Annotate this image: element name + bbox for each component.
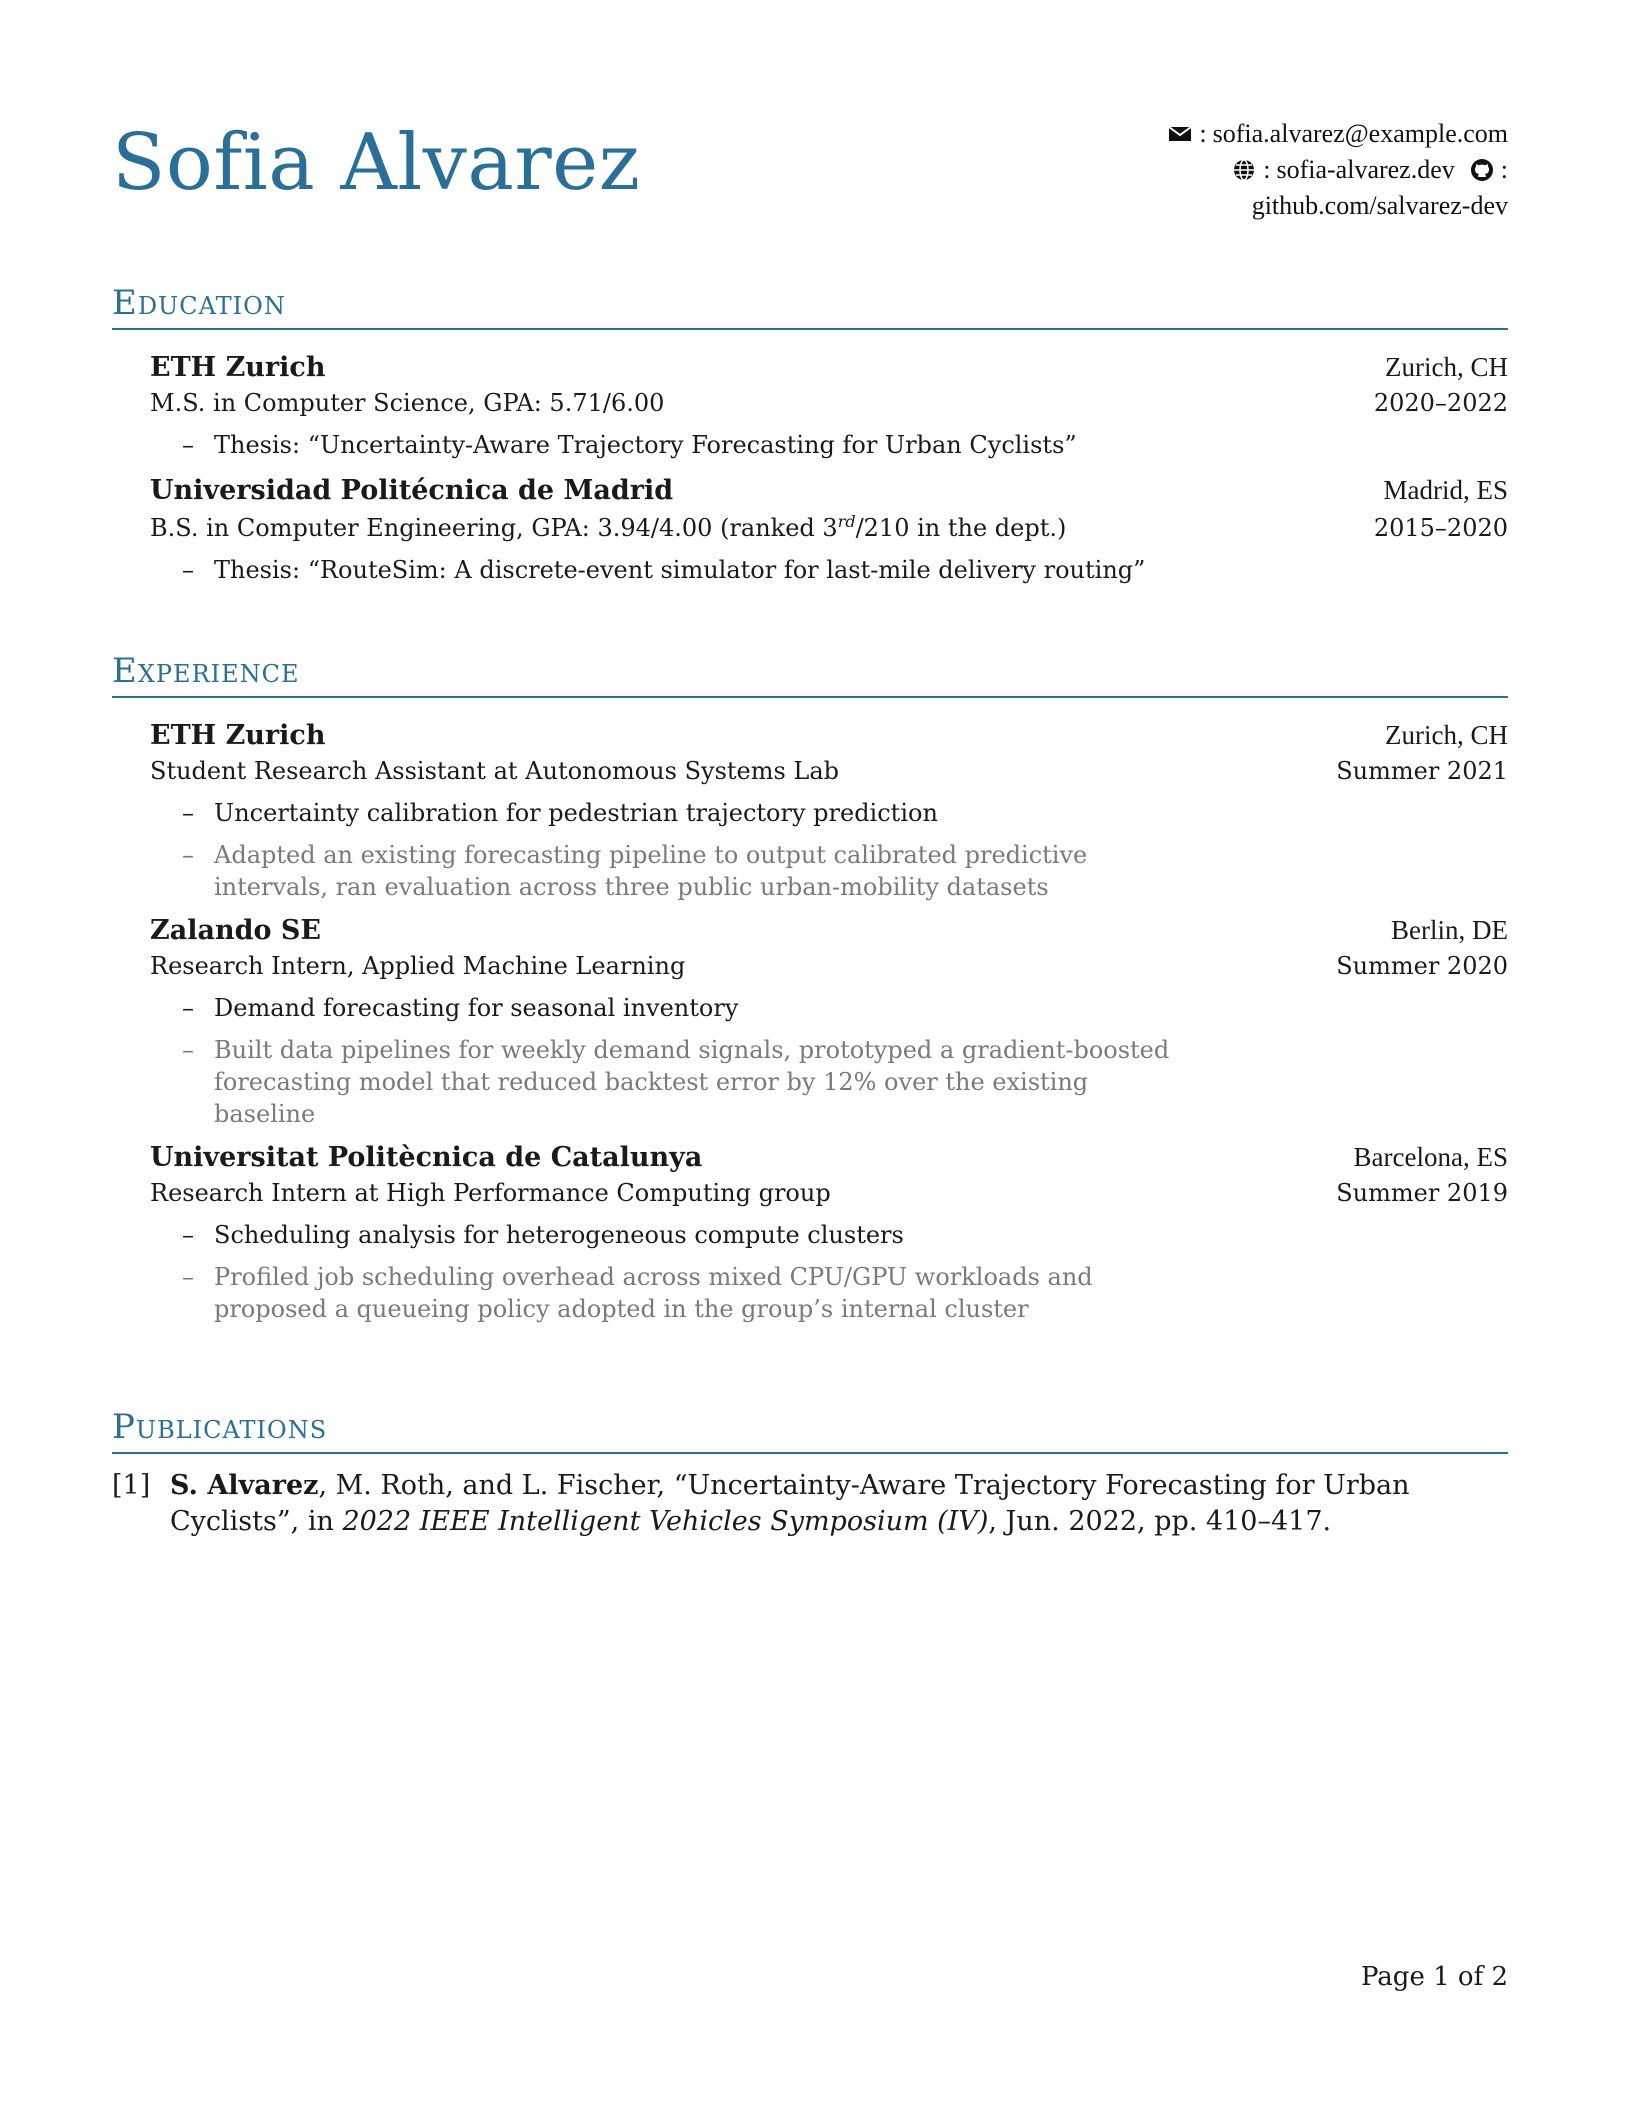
institution-name: ETH Zurich — [150, 352, 326, 383]
project-summary: – Scheduling analysis for heterogeneous compute clusters — [182, 1219, 1508, 1251]
employer-location: Berlin, DE — [1391, 915, 1508, 945]
publications-section — [112, 1407, 1508, 1540]
institution-location: Zurich, CH — [1385, 352, 1508, 382]
role-dates: Summer 2020 — [1336, 952, 1508, 980]
degree-text: M.S. in Computer Science, GPA: 5.71/6.00 — [150, 389, 665, 417]
institution-name: Universidad Politécnica de Madrid — [150, 475, 674, 506]
experience-entry — [150, 720, 1508, 903]
globe-icon — [1231, 157, 1257, 183]
project-detail: – Profiled job scheduling overhead across mixed CPU/GPU workloads and proposed a queueing policy adopted in the group’s internal cluster — [182, 1261, 1194, 1325]
website-separator: : — [1263, 155, 1271, 184]
role-title: Research Intern, Applied Machine Learning — [150, 952, 686, 980]
email-separator: : — [1199, 119, 1207, 148]
section-title-experience: Experience — [112, 651, 300, 691]
envelope-icon — [1167, 121, 1193, 147]
employer-location: Zurich, CH — [1385, 720, 1508, 750]
project-summary: – Demand forecasting for seasonal inventory — [182, 992, 1508, 1024]
project-detail: – Built data pipelines for weekly demand signals, prototyped a gradient-boosted forecasting model that reduced backtest error by 12% over the existing baseline — [182, 1034, 1194, 1130]
thesis-item: – Thesis: “RouteSim: A discrete-event simulator for last-mile delivery routing” — [182, 554, 1508, 586]
education-entry — [150, 352, 1508, 461]
github-separator: : — [1500, 155, 1508, 184]
candidate-name: Sofia Alvarez — [112, 118, 641, 208]
section-title-education: Education — [112, 283, 286, 323]
section-divider — [112, 696, 1508, 698]
project-detail: – Adapted an existing forecasting pipeline to output calibrated predictive intervals, ran evaluation across three public urban-mobility datasets — [182, 839, 1194, 903]
email-link[interactable]: sofia.alvarez@example.com — [1212, 119, 1508, 148]
degree-text: B.S. in Computer Engineering, GPA: 3.94/4.00 (ranked 3rd/210 in the dept.) — [150, 512, 1067, 542]
github-link[interactable]: github.com/salvarez-dev — [1251, 191, 1508, 220]
employer-name: Universitat Politècnica de Catalunya — [150, 1142, 703, 1173]
employer-name: Zalando SE — [150, 915, 321, 946]
publication-number: [1] — [112, 1470, 151, 1501]
publication-item — [112, 1468, 1508, 1540]
role-dates: Summer 2021 — [1336, 757, 1508, 785]
role-title: Student Research Assistant at Autonomous Systems Lab — [150, 757, 840, 785]
experience-entry — [150, 915, 1508, 1130]
education-section — [112, 283, 1508, 596]
github-icon — [1469, 157, 1495, 183]
role-title: Research Intern at High Performance Computing group — [150, 1179, 831, 1207]
page-number: Page 1 of 2 — [1360, 1962, 1508, 1992]
employer-name: ETH Zurich — [150, 720, 326, 751]
institution-location: Madrid, ES — [1383, 475, 1508, 505]
thesis-item: – Thesis: “Uncertainty-Aware Trajectory Forecasting for Urban Cyclists” — [182, 429, 1508, 461]
experience-section — [112, 651, 1508, 1335]
resume-page — [112, 0, 1508, 2112]
employer-location: Barcelona, ES — [1353, 1142, 1508, 1172]
experience-entry — [150, 1142, 1508, 1325]
publication-citation: S. Alvarez, M. Roth, and L. Fischer, “Uncertainty-Aware Trajectory Forecasting for Urban Cyclists”, in 2022 IEEE Intelligent Vehicles Symposium (IV), Jun. 2022, pp. 410–417. — [170, 1470, 1410, 1537]
degree-dates: 2015–2020 — [1373, 514, 1508, 542]
section-divider — [112, 1452, 1508, 1454]
project-summary: – Uncertainty calibration for pedestrian trajectory prediction — [182, 797, 1508, 829]
website-link[interactable]: sofia-alvarez.dev — [1276, 155, 1455, 184]
education-entry — [150, 475, 1508, 586]
role-dates: Summer 2019 — [1336, 1179, 1508, 1207]
contact-block — [1167, 116, 1508, 224]
section-divider — [112, 328, 1508, 330]
section-title-publications: Publications — [112, 1407, 328, 1447]
degree-dates: 2020–2022 — [1373, 389, 1508, 417]
